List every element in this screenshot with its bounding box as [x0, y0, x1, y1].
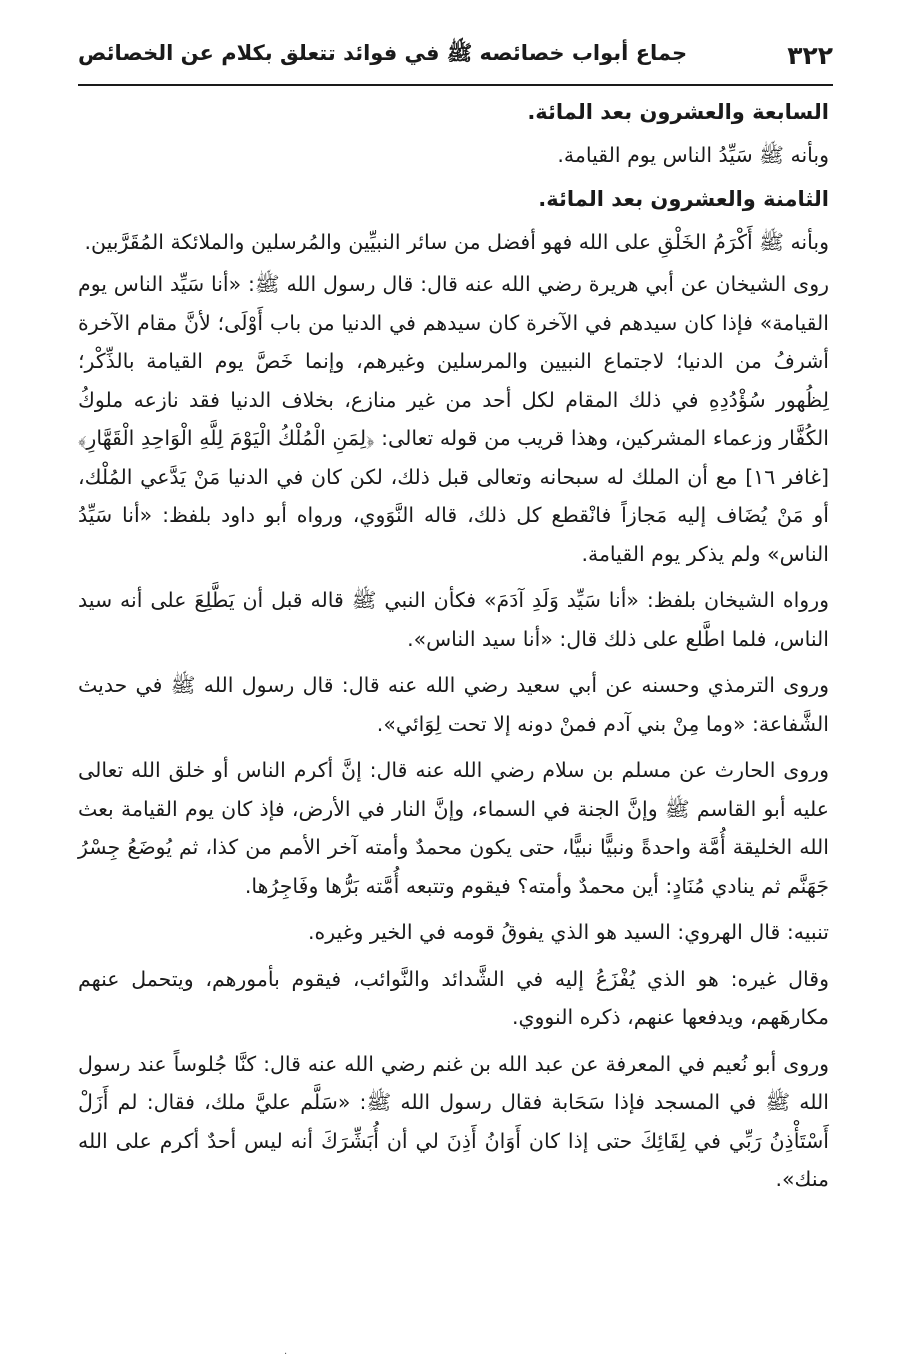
header-divider	[78, 84, 833, 86]
paragraph: وروى أبو نُعيم في المعرفة عن عبد الله بن غنم رضي الله عنه قال: كنَّا جُلوساً عند رسول الله ﷺ في المسجد فإذا سَحَابة فقال رسول الله ﷺ: «سَلَّم عليَّ ملك، فقال: لم أَزَلْ أَسْتَأْذِنُ رَبِّي في لِقَائِكَ حتى إذا كان أَوَانُ أَذِنَ لي أن أُبَشِّرَكَ أنه ليس أحدٌ أكرم على الله منك».	[78, 1051, 829, 1191]
section-heading-127: السابعة والعشرون بعد المائة.	[527, 100, 829, 124]
footer-mark: ·	[284, 1349, 288, 1360]
page-header	[78, 30, 833, 80]
paragraph: ورواه الشيخان بلفظ: «أنا سَيِّد وَلَدِ آدَمَ» فكأن النبي ﷺ قاله قبل أن يَطَّلِعَ على أنه سيد الناس، فلما اطَّلع على ذلك قال: «أنا سيد الناس».	[78, 588, 829, 651]
paragraph: وبأنه ﷺ سَيِّدُ الناس يوم القيامة.	[557, 143, 829, 167]
paragraph: روى الشيخان عن أبي هريرة رضي الله عنه قال: قال رسول الله ﷺ: «أنا سَيِّد الناس يوم القيامة» فإذا كان سيدهم في الآخرة كان سيدهم في الدنيا من باب أَوْلَى؛ لأنَّ مقام الآخرة أشرفُ من الدنيا؛ لاجتماع النبيين والمرسلين وغيرهم، وإنما خَصَّ يوم القيامة بالذِّكْر؛ لِظُهور سُؤْدُدِهِ في ذلك المقام لكل أحد من غير منازع، بخلاف الدنيا فقد نازعه ملوكُ الكُفَّار وزعماء المشركين، وهذا قريب من قوله تعالى: ﴿لِمَنِ الْمُلْكُ الْيَوْمَ لِلَّهِ الْوَاحِدِ الْقَهَّارِ﴾ [غافر ١٦] مع أن الملك له سبحانه وتعالى قبل ذلك، لكن كان في الدنيا مَنْ يَدَّعي المُلْك، أو مَنْ يُضَاف إليه مَجازاً فانْقطع كل ذلك، قاله النَّوَوي، ورواه أبو داود بلفظ: «أنا سَيِّدُ الناس» ولم يذكر يوم القيامة.	[78, 272, 830, 566]
paragraph: وقال غيره: هو الذي يُفْزَعُ إليه في الشَّدائد والنَّوائب، فيقوم بأمورهم، ويتحمل عنهم مكارهَهم، ويدفعها عنهم، ذكره النووي.	[78, 966, 829, 1029]
paragraph: تنبيه: قال الهروي: السيد هو الذي يفوقُ قومه في الخير وغيره.	[307, 920, 829, 944]
paragraph: وروى الترمذي وحسنه عن أبي سعيد رضي الله عنه قال: قال رسول الله ﷺ في حديث الشَّفاعة: «وما مِنْ بني آدم فمنْ دونه إلا تحت لِوَائي».	[78, 673, 829, 736]
page-number: ٣٢٢	[787, 40, 833, 70]
section-heading-128: الثامنة والعشرون بعد المائة.	[538, 186, 829, 211]
paragraph: وبأنه ﷺ أَكْرَمُ الخَلْقِ على الله فهو أفضل من سائر النبيِّين والمُرسلين والملائكة المُقَرَّبين.	[84, 229, 829, 254]
running-title: جماع أبواب خصائصه ﷺ في فوائد تتعلق بكلام عن الخصائص	[78, 40, 688, 65]
page-body	[78, 92, 829, 1207]
paragraph: وروى الحارث عن مسلم بن سلام رضي الله عنه قال: إنَّ أكرم الناس أو خلق الله تعالى عليه أبو القاسم ﷺ وإنَّ الجنة في السماء، وإنَّ النار في الأرض، فإذ كان يوم القيامة بعث الله الخليقة أُمَّة واحدةً ونبيًّا نبيًّا، حتى يكون محمدٌ وأمته آخر الأمم من كذا، ثم يُوضَعُ جِسْرُ جَهَنَّم ثم ينادي مُنَادٍ: أين محمدٌ وأمته؟ فيقوم وتتبعه أُمَّته بَرُّها وفَاجِرُها.	[78, 758, 829, 898]
